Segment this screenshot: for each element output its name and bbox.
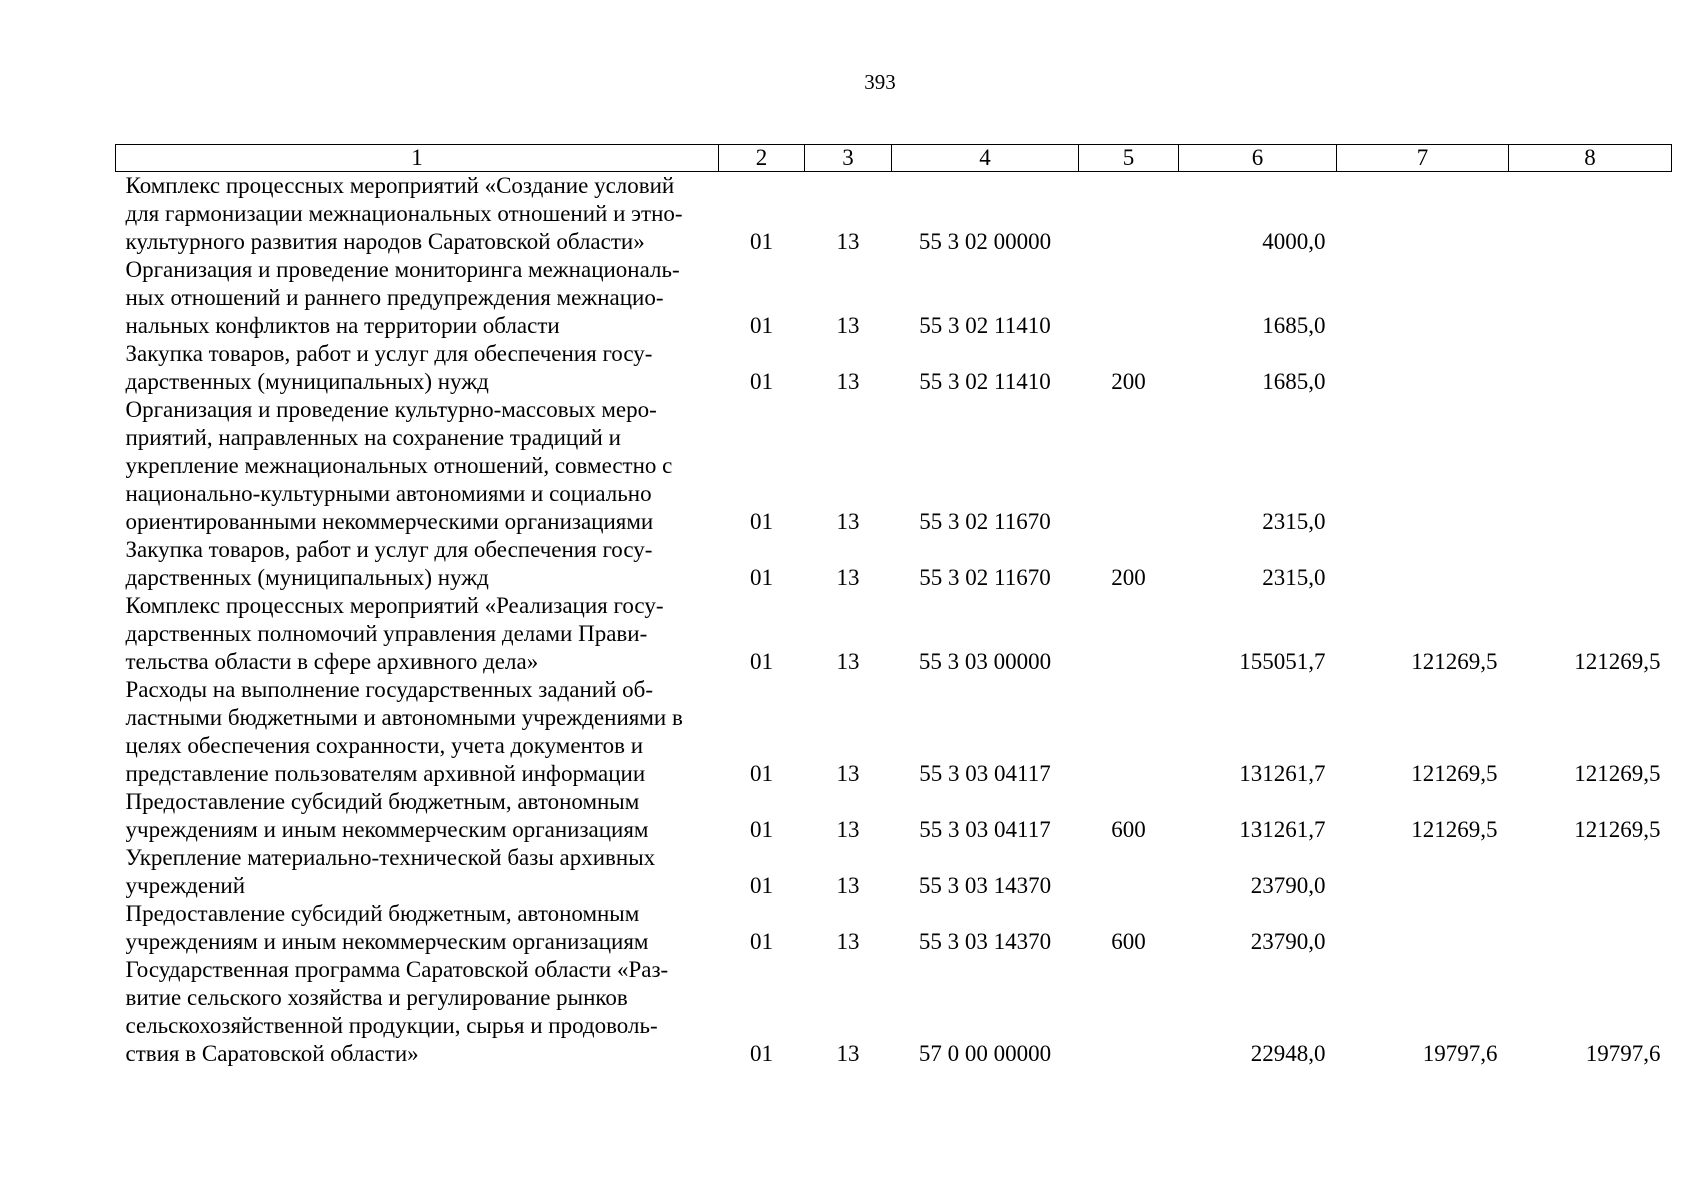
row-amount-3 (1509, 172, 1672, 257)
row-target-code: 55 3 02 00000 (918, 229, 1052, 254)
row-expense-type: 200 (1111, 369, 1146, 394)
row-target-code: 55 3 02 11410 (919, 313, 1051, 338)
row-name: Закупка товаров, работ и услуг для обеспечения госу- дарственных (муниципальных) нужд (125, 341, 653, 394)
row-section: 01 (750, 509, 773, 534)
row-section: 01 (750, 229, 773, 254)
row-subsection: 13 (836, 509, 860, 534)
column-header: 3 (805, 145, 892, 172)
row-amount-1: 23790,0 (1250, 873, 1326, 898)
row-amount-3: 121269,5 (1574, 761, 1661, 786)
row-subsection: 13 (836, 873, 860, 898)
row-target-code: 55 3 02 11670 (919, 565, 1051, 590)
table-row (116, 536, 1672, 592)
row-name: Предоставление субсидий бюджетным, автономным учреждениям и иным некоммерческим организациям (125, 901, 649, 954)
row-name: Расходы на выполнение государственных заданий об- ластными бюджетными и автономными учреждениями в целях обеспечения сохранности, учета документов и представление пользователям архивной информации (125, 677, 683, 786)
row-subsection: 13 (836, 1041, 860, 1066)
row-name: Комплекс процессных мероприятий «Создание условий для гармонизации межнациональных отношений и этно- культурного развития народов Саратовской области» (125, 173, 683, 254)
page-number: 393 (864, 70, 896, 94)
row-subsection: 13 (836, 369, 860, 394)
row-amount-1: 4000,0 (1262, 229, 1326, 254)
row-amount-1: 22948,0 (1250, 1041, 1326, 1066)
row-amount-3: 121269,5 (1574, 817, 1661, 842)
row-amount-3 (1509, 844, 1672, 900)
row-amount-1: 23790,0 (1250, 929, 1326, 954)
row-expense-type: 200 (1111, 565, 1146, 590)
table-row (116, 340, 1672, 396)
row-subsection: 13 (836, 229, 860, 254)
row-subsection: 13 (836, 761, 860, 786)
row-target-code: 55 3 03 14370 (918, 873, 1052, 898)
row-amount-2 (1337, 396, 1509, 536)
row-amount-2 (1337, 536, 1509, 592)
table-row (116, 592, 1672, 676)
column-header: 1 (116, 145, 719, 172)
row-name: Укрепление материально-технической базы архивных учреждений (125, 845, 656, 898)
row-subsection: 13 (836, 565, 860, 590)
row-expense-type (1079, 844, 1179, 900)
row-amount-2: 19797,6 (1422, 1041, 1498, 1066)
row-subsection: 13 (836, 929, 860, 954)
header-row (116, 145, 1672, 172)
row-amount-1: 2315,0 (1262, 509, 1326, 534)
row-amount-3 (1509, 900, 1672, 956)
table-row (116, 256, 1672, 340)
row-section: 01 (750, 313, 773, 338)
row-amount-2 (1337, 256, 1509, 340)
row-name: Предоставление субсидий бюджетным, автономным учреждениям и иным некоммерческим организациям (125, 789, 649, 842)
row-amount-1: 131261,7 (1239, 817, 1326, 842)
row-amount-3: 19797,6 (1585, 1041, 1661, 1066)
table-row (116, 396, 1672, 536)
row-name: Организация и проведение культурно-массовых меро- приятий, направленных на сохранение традиций и укрепление межнациональных отношений, совместно с национально-культурными автономиями и социально ориентированными некоммерческими организациями (125, 397, 673, 534)
row-target-code: 55 3 03 04117 (919, 817, 1051, 842)
row-expense-type (1079, 592, 1179, 676)
row-expense-type (1079, 956, 1179, 1068)
table-row (116, 788, 1672, 844)
row-amount-2: 121269,5 (1411, 817, 1498, 842)
row-amount-2: 121269,5 (1411, 761, 1498, 786)
row-amount-2 (1337, 900, 1509, 956)
table-row (116, 844, 1672, 900)
row-target-code: 57 0 00 00000 (918, 1041, 1052, 1066)
row-amount-1: 2315,0 (1262, 565, 1326, 590)
row-expense-type (1079, 676, 1179, 788)
column-header: 4 (892, 145, 1079, 172)
budget-table (115, 144, 1672, 1068)
row-amount-1: 155051,7 (1239, 649, 1326, 674)
row-target-code: 55 3 02 11670 (919, 509, 1051, 534)
column-header: 7 (1337, 145, 1509, 172)
row-subsection: 13 (836, 817, 860, 842)
row-amount-3 (1509, 396, 1672, 536)
row-section: 01 (750, 565, 773, 590)
row-target-code: 55 3 02 11410 (919, 369, 1051, 394)
row-amount-3 (1509, 256, 1672, 340)
row-name: Организация и проведение мониторинга межнациональ- ных отношений и раннего предупреждения межнацио- нальных конфликтов на территории области (125, 257, 680, 338)
row-amount-2 (1337, 340, 1509, 396)
row-amount-3 (1509, 536, 1672, 592)
row-target-code: 55 3 03 14370 (918, 929, 1052, 954)
table-row (116, 172, 1672, 257)
row-expense-type (1079, 396, 1179, 536)
row-target-code: 55 3 03 04117 (919, 761, 1051, 786)
column-header: 2 (719, 145, 805, 172)
row-section: 01 (750, 929, 773, 954)
row-name: Государственная программа Саратовской области «Раз- витие сельского хозяйства и регулирование рынков сельскохозяйственной продукции, сырья и продоволь- ствия в Саратовской области» (125, 957, 669, 1066)
row-section: 01 (750, 1041, 773, 1066)
row-section: 01 (750, 649, 773, 674)
row-section: 01 (750, 761, 773, 786)
row-name: Комплекс процессных мероприятий «Реализация госу- дарственных полномочий управления делами Прави- тельства области в сфере архивного дела» (125, 593, 664, 674)
row-expense-type: 600 (1111, 817, 1146, 842)
row-expense-type (1079, 256, 1179, 340)
row-amount-1: 1685,0 (1262, 369, 1326, 394)
row-target-code: 55 3 03 00000 (918, 649, 1052, 674)
table-row (116, 956, 1672, 1068)
row-subsection: 13 (836, 649, 860, 674)
row-amount-1: 131261,7 (1239, 761, 1326, 786)
table-row (116, 900, 1672, 956)
row-amount-2: 121269,5 (1411, 649, 1498, 674)
row-section: 01 (750, 817, 773, 842)
column-header: 8 (1509, 145, 1672, 172)
row-name: Закупка товаров, работ и услуг для обеспечения госу- дарственных (муниципальных) нужд (125, 537, 653, 590)
row-section: 01 (750, 873, 773, 898)
row-section: 01 (750, 369, 773, 394)
row-subsection: 13 (836, 313, 860, 338)
row-amount-3: 121269,5 (1574, 649, 1661, 674)
column-header: 5 (1079, 145, 1179, 172)
row-amount-2 (1337, 172, 1509, 257)
row-expense-type (1079, 172, 1179, 257)
row-expense-type: 600 (1111, 929, 1146, 954)
column-header: 6 (1179, 145, 1337, 172)
row-amount-3 (1509, 340, 1672, 396)
row-amount-1: 1685,0 (1262, 313, 1326, 338)
table-row (116, 676, 1672, 788)
row-amount-2 (1337, 844, 1509, 900)
